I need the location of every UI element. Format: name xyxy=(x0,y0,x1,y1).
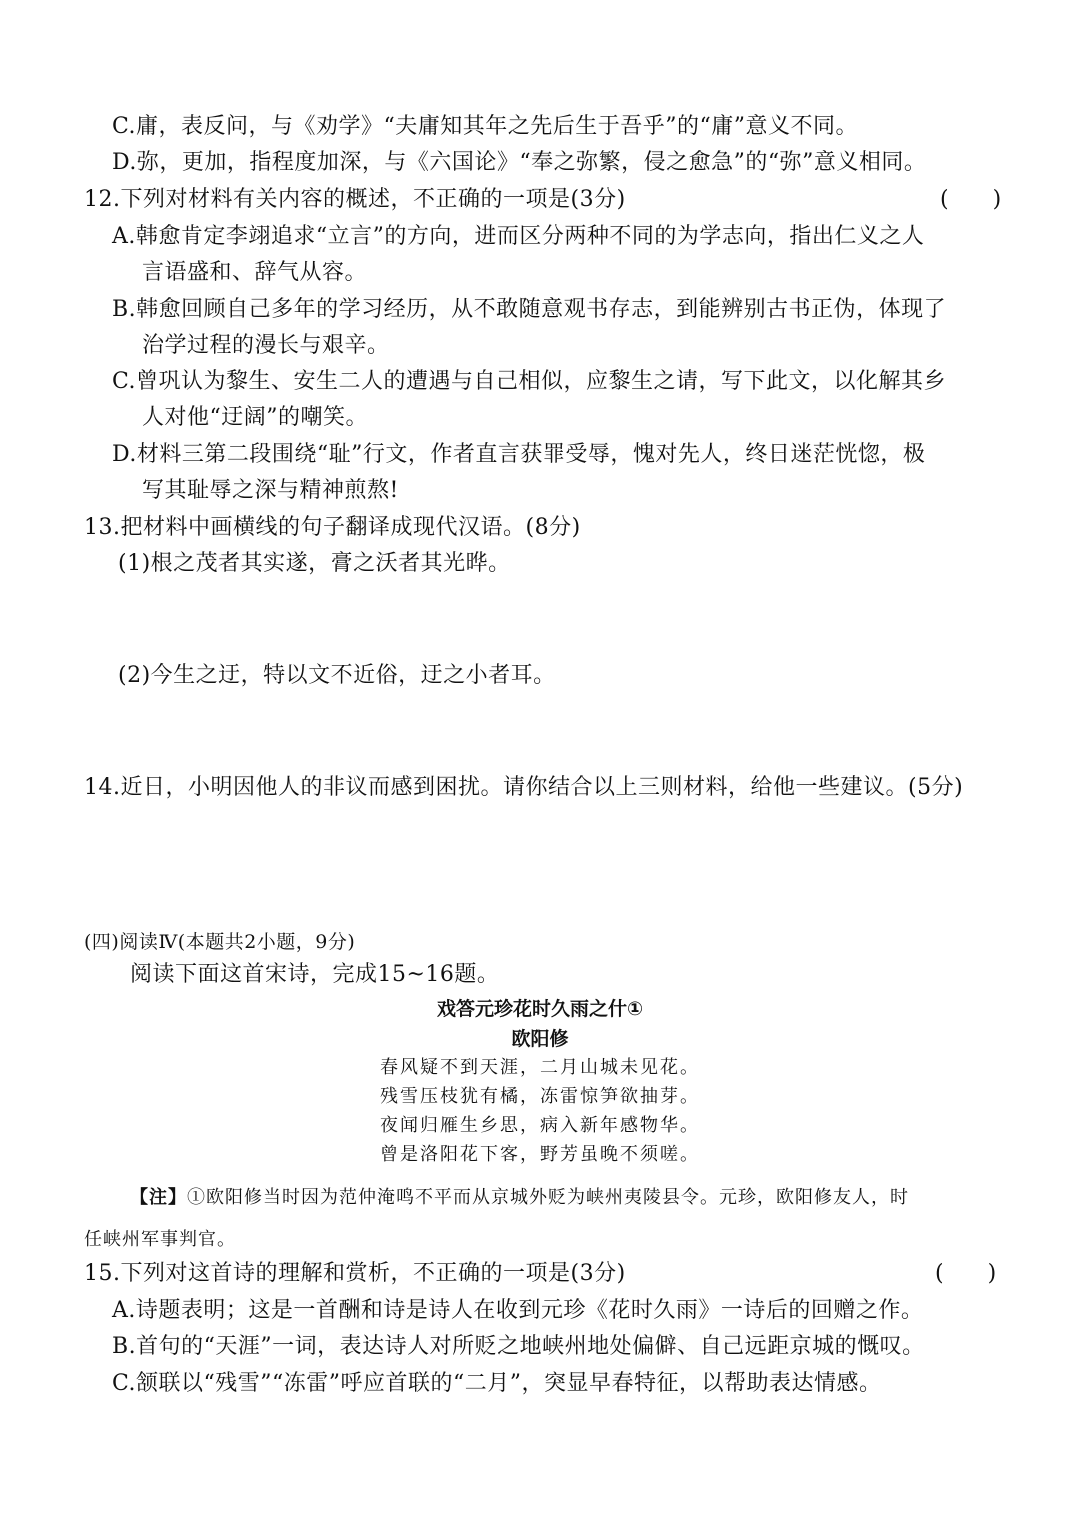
poem-line-3: 夜闻归雁生乡思，病入新年感物华。 xyxy=(380,1115,700,1136)
q13-sub1: (1)根之茂者其实遂，膏之沃者其光晔。 xyxy=(118,551,511,576)
section4-heading: (四)阅读Ⅳ(本题共2小题，9分) xyxy=(84,931,356,953)
q12-option-a-line2: 言语盛和、辞气从容。 xyxy=(142,260,368,285)
poem-line-2: 残雪压枝犹有橘，冻雷惊笋欲抽芽。 xyxy=(380,1086,700,1107)
q14-stem: 14.近日，小明因他人的非议而感到困扰。请你结合以上三则材料，给他一些建议。(5分) xyxy=(84,775,964,800)
q15-option-a: A.诗题表明；这是一首酬和诗是诗人在收到元珍《花时久雨》一诗后的回赠之作。 xyxy=(112,1298,924,1323)
poem-line-1: 春风疑不到天涯，二月山城未见花。 xyxy=(380,1057,700,1078)
q12-option-d-line1: D.材料三第二段围绕“耻”行文，作者直言获罪受辱，愧对先人，终日迷茫恍惚，极 xyxy=(112,442,926,467)
q12-option-b-line2: 治学过程的漫长与艰辛。 xyxy=(142,333,390,358)
q12-answer-paren: ( ) xyxy=(940,187,1002,212)
q11-option-d: D.弥，更加，指程度加深，与《六国论》“奉之弥繁，侵之愈急”的“弥”意义相同。 xyxy=(112,150,927,175)
q13-stem: 13.把材料中画横线的句子翻译成现代汉语。(8分) xyxy=(84,515,581,540)
q12-option-a-line1: A.韩愈肯定李翊追求“立言”的方向，进而区分两种不同的为学志向，指出仁义之人 xyxy=(112,224,925,249)
q12-option-d-line2: 写其耻辱之深与精神煎熬! xyxy=(142,478,399,503)
poem-note-line1 xyxy=(130,1184,909,1212)
q12-option-b-line1: B.韩愈回顾自己多年的学习经历，从不敢随意观书存志，到能辨别古书正伪，体现了 xyxy=(112,297,947,322)
q12-option-c-line2: 人对他“迂阔”的嘲笑。 xyxy=(142,405,368,430)
q13-sub2: (2)今生之迂，特以文不近俗，迂之小者耳。 xyxy=(118,663,556,688)
poem-line-4: 曾是洛阳花下客，野芳虽晚不须嗟。 xyxy=(380,1144,700,1165)
q15-option-c: C.颔联以“残雪”“冻雷”呼应首联的“二月”，突显早春特征，以帮助表达情感。 xyxy=(112,1371,882,1396)
q15-answer-paren: ( ) xyxy=(935,1261,997,1286)
q11-option-c: C.庸，表反问，与《劝学》“夫庸知其年之先后生于吾乎”的“庸”意义不同。 xyxy=(112,114,859,139)
poem-note-line2: 任峡州军事判官。 xyxy=(84,1229,236,1250)
q15-stem: 15.下列对这首诗的理解和赏析，不正确的一项是(3分) xyxy=(84,1261,626,1286)
poem-note-text1: ①欧阳修当时因为范仲淹鸣不平而从京城外贬为峡州夷陵县令。元珍，欧阳修友人，时 xyxy=(187,1187,909,1208)
q12-option-c-line1: C.曾巩认为黎生、安生二人的遭遇与自己相似，应黎生之请，写下此文，以化解其乡 xyxy=(112,369,947,394)
section4-instruction: 阅读下面这首宋诗，完成15~16题。 xyxy=(130,962,500,987)
q12-stem: 12.下列对材料有关内容的概述，不正确的一项是(3分) xyxy=(84,187,626,212)
poem-note-tag: 【注】 xyxy=(130,1187,187,1208)
q15-option-b: B.首句的“天涯”一词，表达诗人对所贬之地峡州地处偏僻、自己远距京城的慨叹。 xyxy=(112,1334,925,1359)
poem-author: 欧阳修 xyxy=(511,1028,569,1050)
poem-title: 戏答元珍花时久雨之什① xyxy=(436,998,644,1020)
